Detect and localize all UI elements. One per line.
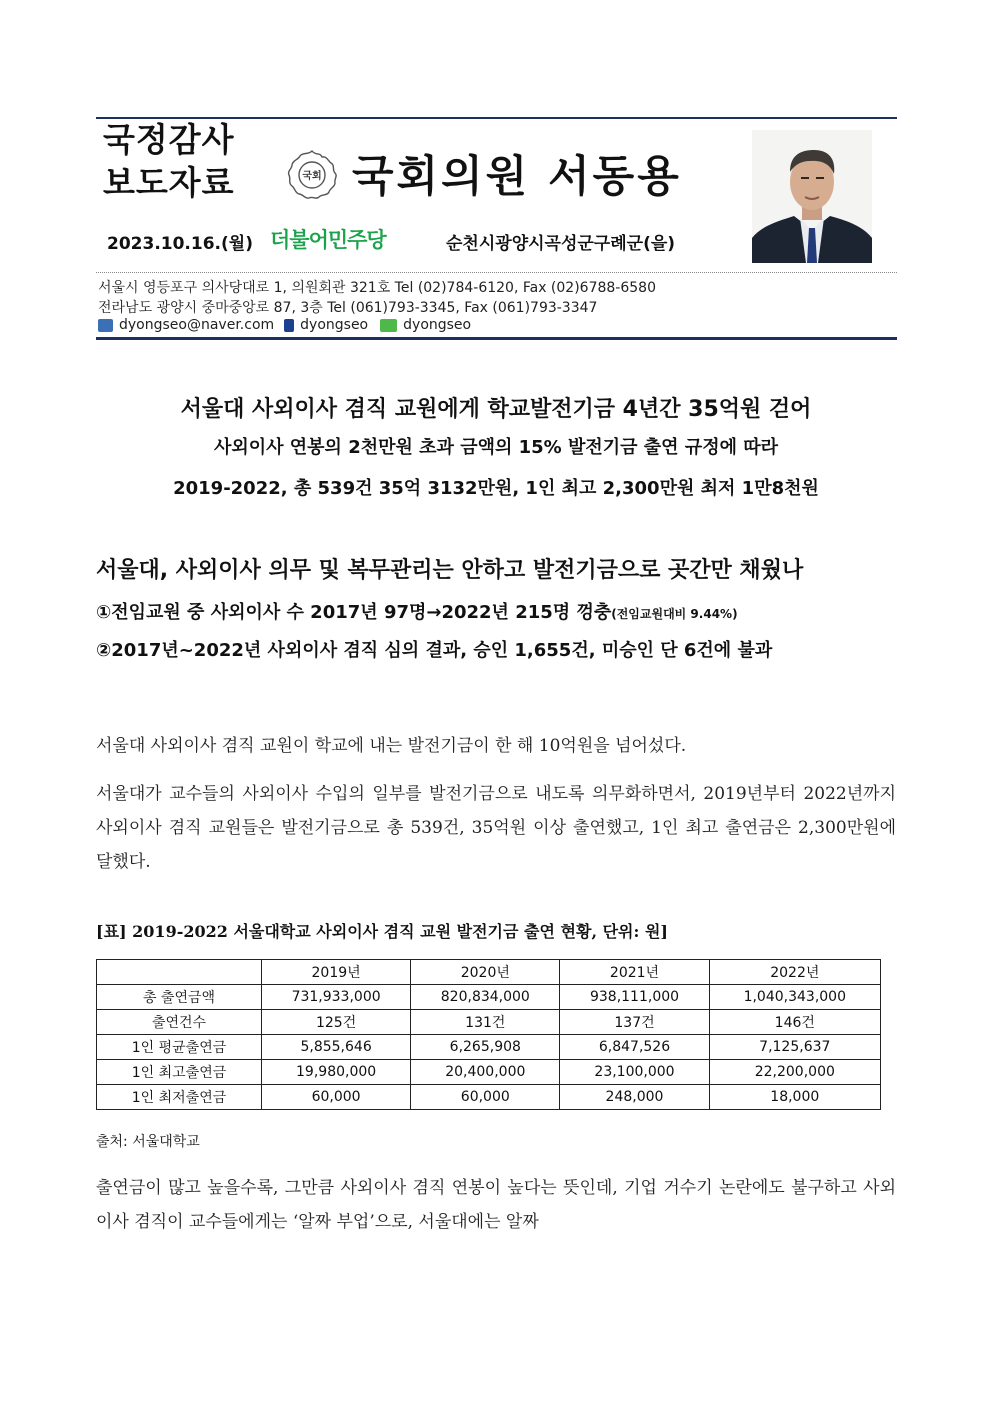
release-type-line1: 국정감사	[103, 120, 235, 159]
subheadline-2: 2019-2022, 총 539건 35억 3132만원, 1인 최고 2,300만원 최저 1만8천원	[173, 478, 819, 499]
party-logo: 더불어민주당	[270, 228, 386, 252]
table-cell: 146건	[709, 1010, 880, 1035]
table-cell: 60,000	[411, 1085, 560, 1110]
body-paragraph-1: 서울대 사외이사 겸직 교원이 학교에 내는 발전기금이 한 해 10억원을 넘어섰다.	[96, 736, 687, 756]
table-header-cell: 2020년	[411, 960, 560, 985]
key-point-1	[96, 598, 738, 624]
table-row	[97, 1010, 881, 1035]
table-row	[97, 1035, 881, 1060]
table-cell: 248,000	[560, 1085, 709, 1110]
table-cell: 20,400,000	[411, 1060, 560, 1085]
table-cell: 5,855,646	[262, 1035, 411, 1060]
table-cell: 18,000	[709, 1085, 880, 1110]
email-link[interactable]: dyongseo@naver.com	[119, 317, 275, 333]
body-paragraph-3: 출연금이 많고 높을수록, 그만큼 사외이사 겸직 연봉이 높다는 뜻인데, 기업 거수기 논란에도 불구하고 사외이사 겸직이 교수들에게는 ‘알짜 부업’으로, 서울대에는 알짜	[96, 1178, 896, 1232]
subheadline-1: 사외이사 연봉의 2천만원 초과 금액의 15% 발전기금 출연 규정에 따라	[213, 437, 779, 458]
national-assembly-seal-icon	[285, 148, 339, 202]
table-cell: 125건	[262, 1010, 411, 1035]
district: 순천시광양시곡성군구례군(을)	[446, 234, 676, 254]
table-header-row	[97, 960, 881, 985]
key-point-2: ②2017년~2022년 사외이사 겸직 심의 결과, 승인 1,655건, 미승인 단 6건에 불과	[96, 640, 773, 661]
section-headline: 서울대, 사외이사 의무 및 복무관리는 안하고 발전기금으로 곳간만 채웠나	[96, 558, 804, 583]
main-headline: 서울대 사외이사 겸직 교원에게 학교발전기금 4년간 35억원 걷어	[180, 397, 812, 422]
facebook-link[interactable]: dyongseo	[300, 317, 369, 333]
header-dotted-rule	[96, 272, 897, 273]
seal-text: 국회	[302, 171, 322, 182]
table-cell: 731,933,000	[262, 985, 411, 1010]
table-row-label: 1인 평균출연금	[97, 1035, 262, 1060]
header-bottom-rule	[96, 337, 897, 340]
body-paragraph-2: 서울대가 교수들의 사외이사 수입의 일부를 발전기금으로 내도록 의무화하면서, 2019년부터 2022년까지 사외이사 겸직 교원들은 발전기금으로 총 539건, 35억원 이상 출연했고, 1인 최고 출연금은 2,300만원에 달했다.	[96, 784, 896, 872]
table-cell: 60,000	[262, 1085, 411, 1110]
table-cell: 22,200,000	[709, 1060, 880, 1085]
table-cell: 137건	[560, 1010, 709, 1035]
table-cell: 23,100,000	[560, 1060, 709, 1085]
table-cell: 938,111,000	[560, 985, 709, 1010]
table-row	[97, 985, 881, 1010]
member-photo	[752, 130, 872, 263]
address-gwangyang: 전라남도 광양시 중마중앙로 87, 3층 Tel (061)793-3345, Fax (061)793-3347	[98, 300, 598, 316]
key-point-1-note: (전임교원대비 9.44%)	[611, 607, 738, 621]
key-point-1-text: ①전임교원 중 사외이사 수 2017년 97명→2022년 215명 껑충	[96, 602, 612, 623]
release-type	[103, 118, 235, 204]
contact-links	[98, 317, 471, 333]
address-seoul: 서울시 영등포구 의사당대로 1, 의원회관 321호 Tel (02)784-6120, Fax (02)6788-6580	[98, 280, 656, 296]
table-header-cell	[97, 960, 262, 985]
table-source: 출처: 서울대학교	[96, 1134, 200, 1150]
email-icon	[98, 319, 113, 332]
release-type-line2: 보도자료	[103, 163, 235, 202]
table-caption: [표] 2019-2022 서울대학교 사외이사 겸직 교원 발전기금 출연 현황, 단위: 원]	[96, 922, 668, 941]
table-row-label: 1인 최저출연금	[97, 1085, 262, 1110]
table-row-label: 총 출연금액	[97, 985, 262, 1010]
facebook-icon	[284, 319, 294, 332]
table-cell: 131건	[411, 1010, 560, 1035]
table-cell: 7,125,637	[709, 1035, 880, 1060]
table-row	[97, 1085, 881, 1110]
table-cell: 6,847,526	[560, 1035, 709, 1060]
table-row-label: 출연건수	[97, 1010, 262, 1035]
release-date: 2023.10.16.(월)	[107, 234, 253, 254]
fund-table	[96, 959, 881, 1110]
table-row-label: 1인 최고출연금	[97, 1060, 262, 1085]
table-cell: 820,834,000	[411, 985, 560, 1010]
table-cell: 1,040,343,000	[709, 985, 880, 1010]
table-row	[97, 1060, 881, 1085]
member-name: 국회의원 서동용	[352, 152, 682, 202]
table-header-cell: 2021년	[560, 960, 709, 985]
blog-icon	[380, 319, 397, 332]
table-cell: 6,265,908	[411, 1035, 560, 1060]
blog-link[interactable]: dyongseo	[403, 317, 472, 333]
table-header-cell: 2022년	[709, 960, 880, 985]
table-cell: 19,980,000	[262, 1060, 411, 1085]
table-header-cell: 2019년	[262, 960, 411, 985]
